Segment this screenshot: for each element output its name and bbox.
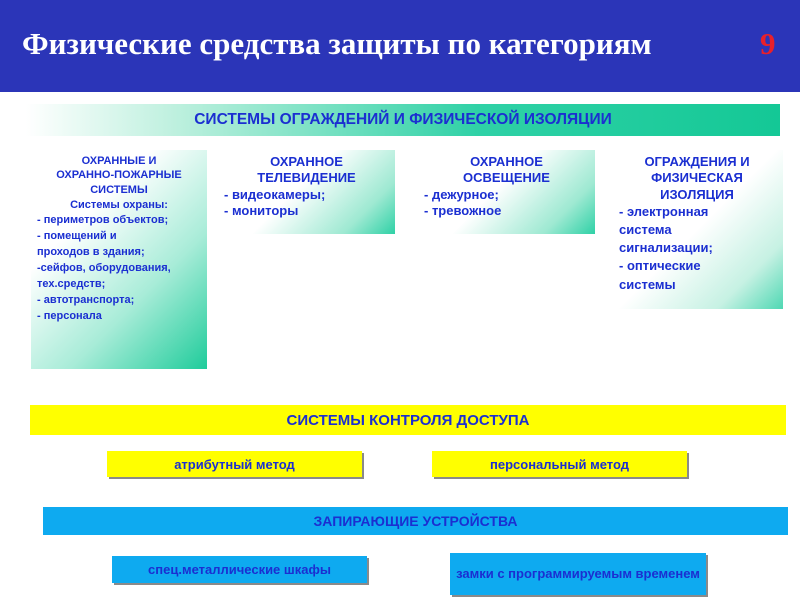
- card-fencing-isolation: [611, 150, 783, 309]
- card-title-line: ОГРАЖДЕНИЯ И: [644, 154, 750, 169]
- card-item: тех.средств;: [37, 278, 106, 291]
- card-item: - автотранспорта;: [37, 293, 135, 306]
- card-item: - персонала: [37, 309, 102, 322]
- card-item: - помещений и: [37, 230, 117, 243]
- card-title-line: ОХРАННОЕ: [470, 154, 543, 169]
- card-title-line: ТЕЛЕВИДЕНИЕ: [257, 170, 356, 186]
- card-item: система: [619, 221, 672, 237]
- card-item: - периметров объектов;: [37, 214, 169, 227]
- card-item: сигнализации;: [619, 240, 713, 256]
- card-item: - электронная: [619, 203, 709, 219]
- section-fencing-isolation-title: СИСТЕМЫ ОГРАЖДЕНИЙ И ФИЗИЧЕСКОЙ ИЗОЛЯЦИИ: [26, 104, 780, 136]
- card-title-line: ОХРАННЫЕ И: [81, 155, 157, 167]
- card-security-lighting: [418, 150, 595, 234]
- slide-header: [0, 0, 800, 92]
- method-attribute: атрибутный метод: [107, 451, 362, 477]
- card-title-line: ОХРАННО-ПОЖАРНЫЕ: [56, 169, 182, 182]
- card-item: -сейфов, оборудования,: [37, 262, 171, 275]
- section-access-control-title: СИСТЕМЫ КОНТРОЛЯ ДОСТУПА: [30, 405, 786, 435]
- card-security-television: [218, 150, 395, 234]
- card-item: - оптические: [619, 258, 701, 274]
- card-item: проходов в здания;: [37, 246, 145, 259]
- card-item: - дежурное;: [424, 186, 499, 202]
- card-item: - тревожное: [424, 202, 502, 218]
- card-title-line: ИЗОЛЯЦИЯ: [660, 186, 734, 202]
- card-title-line: ФИЗИЧЕСКАЯ: [651, 170, 743, 186]
- card-security-fire-systems: [31, 150, 207, 369]
- card-subtitle: Системы охраны:: [70, 198, 168, 211]
- card-title-line: ОСВЕЩЕНИЕ: [463, 170, 550, 186]
- slide-title: Физические средства защиты по категориям: [22, 26, 652, 61]
- device-programmable-locks: замки с программируемым временем: [450, 553, 706, 595]
- slide-number: 9: [760, 26, 776, 61]
- card-title-line: ОХРАННОЕ: [270, 154, 343, 169]
- card-item: - видеокамеры;: [224, 186, 326, 202]
- device-metal-cabinets: спец.металлические шкафы: [112, 556, 367, 583]
- section-locking-devices-title: ЗАПИРАЮЩИЕ УСТРОЙСТВА: [43, 507, 788, 535]
- method-personal: персональный метод: [432, 451, 687, 477]
- card-item: - мониторы: [224, 202, 299, 218]
- card-title-line: СИСТЕМЫ: [90, 183, 148, 196]
- card-item: системы: [619, 276, 676, 292]
